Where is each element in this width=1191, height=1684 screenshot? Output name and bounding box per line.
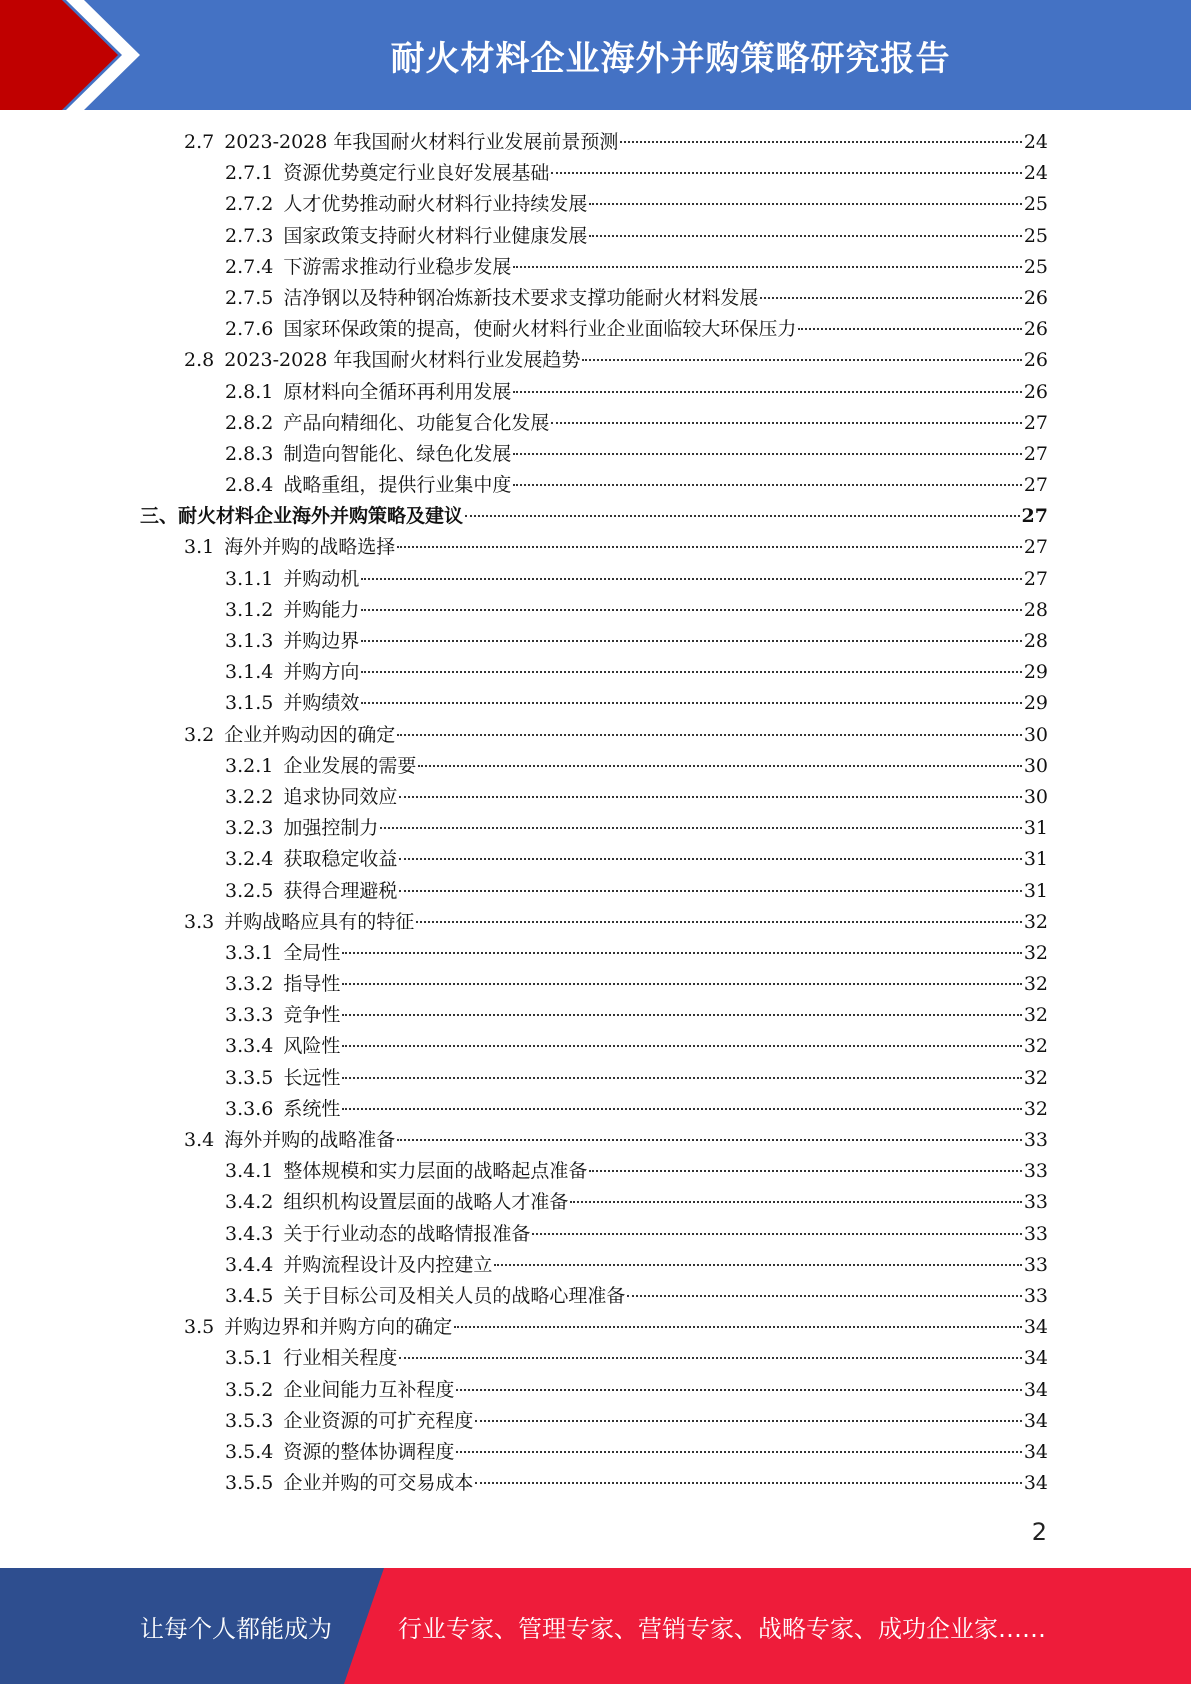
toc-entry-title: 下游需求推动行业稳步发展 [283, 255, 512, 278]
toc-entry-title: 企业并购的可交易成本 [283, 1472, 474, 1495]
toc-dot-leader [513, 452, 1021, 455]
toc-entry[interactable] [140, 907, 1048, 938]
toc-entry-page: 27 [1023, 567, 1048, 590]
toc-entry-number: 2.7.4 [225, 255, 274, 278]
footer-slogan-left: 让每个人都能成为 [140, 1614, 332, 1643]
toc-entry-page: 29 [1023, 661, 1048, 684]
toc-dot-leader [418, 764, 1021, 767]
toc-entry-title: 2023-2028 年我国耐火材料行业发展趋势 [224, 349, 581, 372]
toc-entry-number: 3.5.1 [225, 1347, 274, 1370]
toc-entry[interactable] [140, 189, 1048, 220]
toc-entry[interactable] [140, 439, 1048, 470]
toc-entry-number: 3.4.2 [225, 1191, 274, 1214]
toc-entry[interactable] [140, 252, 1048, 283]
toc-entry-number: 3.3.5 [225, 1066, 274, 1089]
toc-entry-page: 30 [1023, 754, 1048, 777]
toc-dot-leader [620, 140, 1021, 143]
toc-entry[interactable] [140, 1000, 1048, 1031]
toc-dot-leader [397, 545, 1022, 548]
toc-dot-leader [361, 577, 1021, 580]
toc-dot-leader [399, 1356, 1021, 1359]
toc-entry-number: 2.7.1 [225, 162, 274, 185]
toc-entry-page: 26 [1023, 349, 1048, 372]
toc-entry[interactable] [140, 221, 1048, 252]
toc-entry-title: 系统性 [283, 1097, 341, 1120]
toc-dot-leader [397, 733, 1022, 736]
toc-entry[interactable] [140, 720, 1048, 751]
toc-dot-leader [416, 920, 1022, 923]
toc-entry-title: 追求协同效应 [283, 785, 398, 808]
toc-entry[interactable] [140, 844, 1048, 875]
toc-entry-page: 31 [1023, 848, 1048, 871]
toc-dot-leader [397, 1138, 1022, 1141]
toc-entry-number: 3.4.5 [225, 1284, 274, 1307]
toc-entry-number: 3.1.3 [225, 630, 274, 652]
toc-entry-page: 32 [1023, 910, 1048, 933]
toc-dot-leader [342, 1107, 1021, 1110]
page-footer [0, 1568, 1191, 1684]
toc-entry-page: 24 [1023, 162, 1048, 185]
toc-entry-page: 34 [1023, 1316, 1048, 1339]
toc-entry-page: 27 [1023, 536, 1048, 559]
toc-dot-leader [551, 421, 1021, 424]
toc-entry-page: 32 [1023, 1097, 1048, 1120]
toc-entry[interactable] [140, 158, 1048, 189]
toc-entry-page: 31 [1023, 817, 1048, 840]
toc-entry-number: 3.5.5 [225, 1472, 274, 1495]
toc-entry[interactable] [140, 1437, 1048, 1468]
toc-entry[interactable] [140, 408, 1048, 439]
toc-entry-number: 3.2.1 [225, 754, 274, 777]
toc-entry-number: 3.1.2 [225, 598, 274, 621]
toc-entry-number: 3.1.5 [225, 692, 274, 715]
toc-entry-title: 并购绩效 [283, 692, 360, 715]
toc-dot-leader [456, 1388, 1021, 1391]
toc-entry[interactable] [140, 1063, 1048, 1094]
toc-entry-number: 3.5 [184, 1316, 215, 1339]
toc-dot-leader [342, 1013, 1021, 1016]
toc-dot-leader [465, 514, 1020, 517]
toc-entry-number: 2.8.4 [225, 474, 274, 497]
toc-dot-leader [342, 982, 1021, 985]
toc-entry-number: 3.4.4 [225, 1253, 274, 1276]
toc-entry-title: 指导性 [283, 973, 341, 996]
toc-entry-title: 行业相关程度 [283, 1347, 398, 1370]
red-arrow-decoration [0, 0, 160, 110]
toc-entry-number: 3.3.3 [225, 1004, 274, 1027]
toc-dot-leader [361, 701, 1021, 704]
toc-entry-page: 33 [1023, 1191, 1048, 1214]
toc-entry-title: 产品向精细化、功能复合化发展 [283, 411, 550, 434]
toc-entry-page: 33 [1023, 1160, 1048, 1183]
toc-dot-leader [475, 1419, 1021, 1422]
toc-entry-title: 获取稳定收益 [283, 848, 398, 871]
toc-entry-title: 并购能力 [283, 598, 360, 621]
toc-dot-leader [589, 202, 1021, 205]
toc-dot-leader [342, 1044, 1021, 1047]
toc-entry-page: 28 [1023, 598, 1048, 621]
toc-entry-number: 2.7 [184, 131, 215, 153]
toc-entry-page: 31 [1023, 879, 1048, 902]
toc-entry[interactable] [140, 377, 1048, 408]
toc-entry-number: 3.2.5 [225, 879, 274, 902]
toc-dot-leader [570, 1200, 1021, 1203]
toc-dot-leader [361, 639, 1021, 642]
toc-entry[interactable] [140, 813, 1048, 844]
toc-entry-page: 33 [1023, 1253, 1048, 1276]
toc-entry-title: 2023-2028 年我国耐火材料行业发展前景预测 [224, 131, 619, 153]
toc-entry-title: 并购动机 [283, 567, 360, 590]
toc-entry-number: 2.7.2 [225, 193, 274, 216]
toc-entry[interactable] [140, 127, 1048, 158]
toc-entry-title: 原材料向全循环再利用发展 [283, 380, 512, 403]
toc-dot-leader [380, 826, 1021, 829]
toc-entry-title: 并购边界 [283, 630, 360, 652]
toc-dot-leader [399, 795, 1021, 798]
toc-entry-page: 34 [1023, 1472, 1048, 1495]
toc-entry[interactable] [140, 1094, 1048, 1125]
toc-entry[interactable] [140, 501, 1048, 532]
toc-entry-page: 26 [1023, 380, 1048, 403]
toc-dot-leader [589, 1169, 1021, 1172]
toc-entry-title: 并购战略应具有的特征 [224, 910, 415, 933]
toc-entry-title: 战略重组，提供行业集中度 [283, 474, 512, 497]
toc-dot-leader [475, 1481, 1021, 1484]
toc-entry-number: 2.8.2 [225, 411, 274, 434]
toc-entry-page: 34 [1023, 1440, 1048, 1463]
toc-dot-leader [494, 1263, 1021, 1266]
toc-entry-number: 3.2.2 [225, 785, 274, 808]
toc-entry[interactable] [140, 283, 1048, 314]
toc-entry-page: 27 [1023, 442, 1048, 465]
toc-entry-number: 3.5.2 [225, 1378, 274, 1401]
toc-entry-number: 3.4 [184, 1129, 215, 1151]
toc-entry[interactable] [140, 1125, 1048, 1156]
toc-dot-leader [798, 327, 1021, 330]
toc-entry[interactable] [140, 532, 1048, 563]
toc-entry-title: 耐火材料企业海外并购策略及建议 [178, 505, 464, 528]
toc-entry-title: 加强控制力 [283, 817, 379, 840]
toc-entry-title: 全局性 [283, 941, 341, 964]
toc-entry-number: 3.3 [184, 910, 215, 933]
toc-entry[interactable] [140, 969, 1048, 1000]
toc-dot-leader [399, 857, 1021, 860]
toc-entry-number: 2.7.3 [225, 224, 274, 247]
report-title: 耐火材料企业海外并购策略研究报告 [390, 38, 951, 79]
toc-entry[interactable] [140, 1250, 1048, 1281]
toc-entry[interactable] [140, 1343, 1048, 1374]
toc-entry[interactable] [140, 657, 1048, 688]
toc-entry[interactable] [140, 1187, 1048, 1218]
toc-entry-page: 30 [1023, 785, 1048, 808]
toc-entry[interactable] [140, 595, 1048, 626]
toc-entry-page: 32 [1023, 1066, 1048, 1089]
toc-entry-title: 国家环保政策的提高，使耐火材料行业企业面临较大环保压力 [283, 318, 797, 341]
toc-dot-leader [760, 296, 1021, 299]
toc-entry-page: 32 [1023, 973, 1048, 996]
toc-dot-leader [532, 1232, 1021, 1235]
toc-entry-number: 3.3.2 [225, 973, 274, 996]
page-header [0, 0, 1191, 110]
toc-entry-number: 3.2.3 [225, 817, 274, 840]
toc-entry-page: 26 [1023, 318, 1048, 341]
toc-entry-title: 企业并购动因的确定 [224, 723, 396, 746]
toc-entry-title: 关于行业动态的战略情报准备 [283, 1222, 531, 1245]
toc-entry-number: 三、 [140, 505, 179, 528]
toc-entry-title: 风险性 [283, 1035, 341, 1058]
toc-entry-number: 3.3.6 [225, 1097, 274, 1120]
toc-entry[interactable] [140, 1281, 1048, 1312]
toc-entry[interactable] [140, 1219, 1048, 1250]
toc-entry[interactable] [140, 626, 1048, 657]
toc-entry-page: 27 [1023, 474, 1048, 497]
toc-entry-page: 34 [1023, 1409, 1048, 1432]
toc-entry[interactable] [140, 938, 1048, 969]
toc-entry-title: 并购流程设计及内控建立 [283, 1253, 493, 1276]
toc-entry-page: 26 [1023, 286, 1048, 309]
toc-dot-leader [513, 390, 1021, 393]
table-of-contents [140, 127, 1048, 1499]
toc-entry[interactable] [140, 1468, 1048, 1499]
toc-entry[interactable] [140, 1406, 1048, 1437]
toc-entry[interactable] [140, 876, 1048, 907]
toc-entry[interactable] [140, 1156, 1048, 1187]
toc-entry-number: 3.2 [184, 723, 215, 746]
toc-entry[interactable] [140, 470, 1048, 501]
toc-entry-number: 3.1 [184, 536, 215, 559]
toc-entry-page: 29 [1023, 692, 1048, 715]
toc-entry-number: 3.1.4 [225, 661, 274, 684]
toc-dot-leader [513, 265, 1021, 268]
toc-entry-number: 3.1.1 [225, 567, 274, 590]
toc-entry-number: 2.7.6 [225, 318, 274, 341]
toc-dot-leader [513, 483, 1021, 486]
toc-entry-title: 企业发展的需要 [283, 754, 417, 777]
toc-entry-number: 2.8.1 [225, 380, 274, 403]
toc-entry-title: 整体规模和实力层面的战略起点准备 [283, 1160, 588, 1183]
toc-entry[interactable] [140, 751, 1048, 782]
toc-dot-leader [589, 234, 1021, 237]
toc-entry-number: 3.2.4 [225, 848, 274, 871]
toc-entry-number: 3.4.3 [225, 1222, 274, 1245]
toc-entry-number: 3.3.1 [225, 941, 274, 964]
toc-entry-page: 33 [1023, 1129, 1048, 1151]
toc-entry[interactable] [140, 782, 1048, 813]
toc-entry-title: 企业资源的可扩充程度 [283, 1409, 474, 1432]
toc-entry-title: 海外并购的战略选择 [224, 536, 396, 559]
toc-dot-leader [399, 889, 1021, 892]
toc-dot-leader [361, 670, 1021, 673]
toc-entry[interactable] [140, 345, 1048, 376]
toc-entry-page: 25 [1023, 193, 1048, 216]
toc-entry-page: 25 [1023, 255, 1048, 278]
toc-entry-number: 2.8.3 [225, 442, 274, 465]
toc-entry-title: 国家政策支持耐火材料行业健康发展 [283, 224, 588, 247]
toc-entry-title: 人才优势推动耐火材料行业持续发展 [283, 193, 588, 216]
toc-entry-title: 关于目标公司及相关人员的战略心理准备 [283, 1284, 626, 1307]
footer-slogan-right: 行业专家、管理专家、营销专家、战略专家、成功企业家…… [398, 1614, 1046, 1643]
toc-entry-page: 34 [1023, 1347, 1048, 1370]
toc-entry-title: 组织机构设置层面的战略人才准备 [283, 1191, 569, 1214]
toc-dot-leader [454, 1325, 1022, 1328]
toc-entry-page: 28 [1023, 630, 1048, 652]
toc-entry-title: 海外并购的战略准备 [224, 1129, 396, 1151]
toc-entry-page: 24 [1023, 131, 1048, 153]
toc-entry[interactable] [140, 564, 1048, 595]
toc-entry-number: 3.3.4 [225, 1035, 274, 1058]
toc-entry-page: 25 [1023, 224, 1048, 247]
toc-dot-leader [627, 1294, 1021, 1297]
toc-entry-page: 32 [1023, 1004, 1048, 1027]
toc-dot-leader [342, 1076, 1021, 1079]
toc-entry[interactable] [140, 1312, 1048, 1343]
toc-entry-number: 2.8 [184, 349, 215, 372]
toc-entry-page: 30 [1023, 723, 1048, 746]
page-number: 2 [1031, 1518, 1047, 1546]
toc-entry-number: 3.4.1 [225, 1160, 274, 1183]
toc-entry[interactable] [140, 1031, 1048, 1062]
toc-entry[interactable] [140, 314, 1048, 345]
toc-entry-title: 资源优势奠定行业良好发展基础 [283, 162, 550, 185]
toc-entry-page: 27 [1021, 505, 1048, 528]
toc-entry-title: 并购方向 [283, 661, 360, 684]
toc-dot-leader [342, 951, 1021, 954]
toc-entry-page: 32 [1023, 941, 1048, 964]
toc-entry[interactable] [140, 688, 1048, 719]
toc-entry-title: 长远性 [283, 1066, 341, 1089]
toc-entry-page: 27 [1023, 411, 1048, 434]
toc-entry-page: 33 [1023, 1222, 1048, 1245]
toc-entry-title: 洁净钢以及特种钢冶炼新技术要求支撑功能耐火材料发展 [283, 286, 759, 309]
toc-dot-leader [582, 358, 1021, 361]
toc-entry-title: 竞争性 [283, 1004, 341, 1027]
toc-entry-page: 34 [1023, 1378, 1048, 1401]
toc-entry-page: 32 [1023, 1035, 1048, 1058]
toc-dot-leader [551, 171, 1021, 174]
toc-entry[interactable] [140, 1375, 1048, 1406]
toc-dot-leader [361, 608, 1021, 611]
toc-entry-number: 3.5.3 [225, 1409, 274, 1432]
toc-entry-number: 3.5.4 [225, 1440, 274, 1463]
toc-entry-title: 并购边界和并购方向的确定 [224, 1316, 453, 1339]
toc-entry-number: 2.7.5 [225, 286, 274, 309]
toc-entry-title: 企业间能力互补程度 [283, 1378, 455, 1401]
toc-entry-page: 33 [1023, 1284, 1048, 1307]
toc-entry-title: 资源的整体协调程度 [283, 1440, 455, 1463]
toc-dot-leader [456, 1450, 1021, 1453]
toc-entry-title: 制造向智能化、绿色化发展 [283, 442, 512, 465]
toc-entry-title: 获得合理避税 [283, 879, 398, 902]
